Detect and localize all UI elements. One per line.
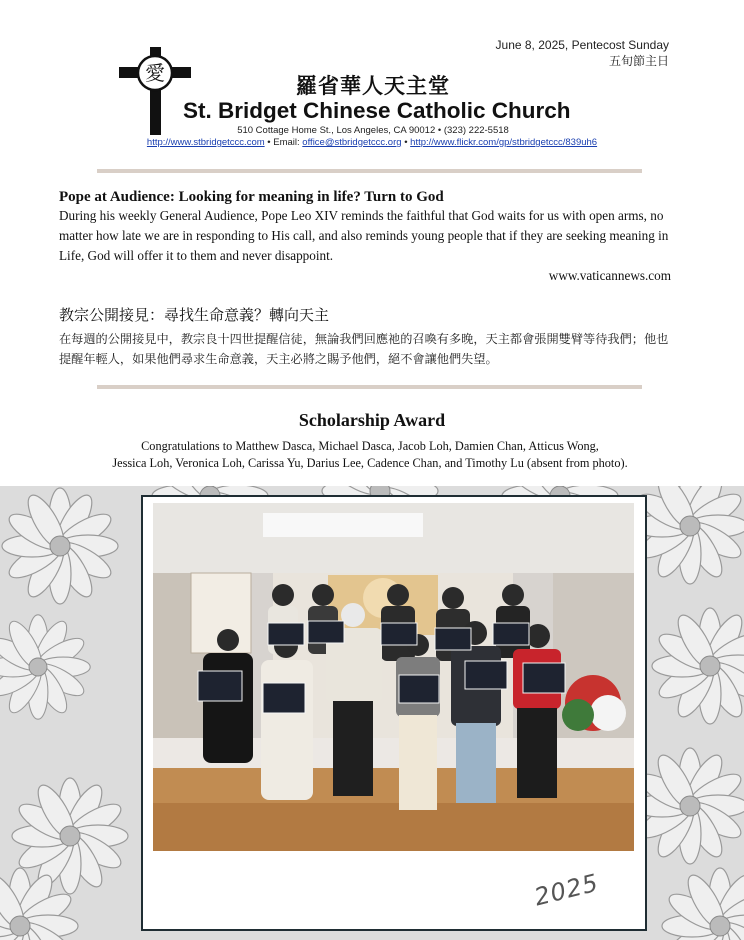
scholarship-line-1: Congratulations to Matthew Dasca, Michael Dasca, Jacob Loh, Damien Chan, Atticus Wong, [141, 439, 599, 453]
group-photo-image [153, 503, 634, 851]
church-name-chinese: 羅省華人天主堂 [296, 74, 450, 98]
email-link[interactable]: office@stbridgetccc.org [302, 137, 402, 148]
article-english [59, 189, 671, 284]
scholarship-names [60, 438, 680, 472]
scholarship-title: Scholarship Award [298, 410, 446, 430]
article-body-chinese: 在每週的公開接見中，教宗良十四世提醒信徒，無論我們回應祂的召喚有多晚，天主都會張開雙臂等待我們；他也提醒年輕人，如果他們尋求生命意義，天主必將之賜予他們，絕不會讓他們失望。 [59, 332, 669, 366]
year-caption: 2025 [531, 868, 602, 912]
contact-links [0, 137, 744, 148]
divider-top [97, 169, 642, 173]
church-cross-logo [119, 47, 191, 135]
article-title-chinese: 教宗公開接見：尋找生命意義？轉向天主 [59, 306, 330, 324]
church-address: 510 Cottage Home St., Los Angeles, CA 90012 • (323) 222-5518 [237, 125, 509, 136]
article-chinese [59, 304, 671, 369]
article-source: www.vaticannews.com [548, 268, 671, 283]
date-chinese: 五旬節主日 [608, 54, 669, 68]
date-english: June 8, 2025, Pentecost Sunday [495, 38, 669, 52]
date-block [496, 37, 669, 69]
group-photo [153, 503, 634, 851]
flickr-link[interactable]: http://www.flickr.com/gp/stbridgetccc/839uh6 [410, 137, 598, 148]
separator: • [404, 137, 408, 148]
divider-bottom [97, 385, 642, 389]
website-link[interactable]: http://www.stbridgetccc.com [146, 137, 265, 148]
email-label: Email: [273, 137, 300, 148]
article-title: Pope at Audience: Looking for meaning in life? Turn to God [59, 189, 444, 205]
separator: • [267, 137, 271, 148]
article-body: During his weekly General Audience, Pope Leo XIV reminds the faithful that God waits for us with open arms, no matter how late we are in responding to His call, and also reminds young people that if they are seeking meaning in Life, God will offer it to them and never disappoint. [59, 208, 669, 263]
scholarship-line-2: Jessica Loh, Veronica Loh, Carissa Yu, Darius Lee, Cadence Chan, and Timothy Lu (absent from photo). [112, 456, 628, 470]
church-name-english: St. Bridget Chinese Catholic Church [183, 98, 571, 123]
logo-glyph: 愛 [145, 61, 165, 85]
